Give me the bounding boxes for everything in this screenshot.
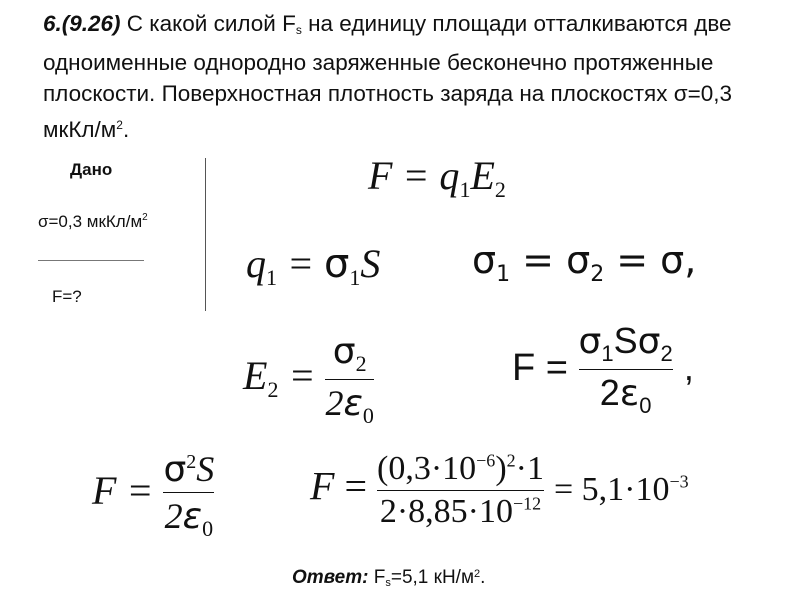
answer-prefix: F [368,567,386,588]
answer-label: Ответ: [292,567,369,588]
given-find: F=? [52,287,82,306]
given-sigma-exponent: 2 [142,212,148,223]
problem-number: 6.(9.26) [43,11,121,36]
answer-value: =5,1 кН/м [390,567,475,588]
problem-text-end: . [122,116,130,142]
problem-text-2: на единицу площади отталкиваются две одноименные однородно заряженные бесконечно протяженные плоскости. Поверхностная плотность заряда на плоскостях σ=0,3 мкКл/м [43,11,733,142]
force-subscript: s [295,23,302,37]
formula-f4: $E_2$ = $\frac{\sigma_2}{2\varepsilon_0}$ [243,331,374,428]
given-sigma [38,212,148,232]
answer [292,567,485,589]
formula-f2: $q_1 = \sigma_1S$ [246,241,381,290]
given-sigma-text: σ=0,3 мкКл/м [38,212,143,231]
given-title: Дано [70,160,113,179]
formula-f3: $\sigma_1 = \sigma_2 = \sigma$, [472,238,697,287]
answer-end: . [480,567,486,588]
formula-f5: F = $\frac{\sigma_1S\sigma_2}{2\varepsilon_0}$ , [512,320,694,418]
given-vertical-divider [205,158,206,311]
unit-exponent: 2 [116,117,123,132]
problem-statement [43,8,783,145]
problem-text-1: С какой силой F [120,11,296,36]
formula-f1: $F = q_1E_2$ [368,153,506,202]
formula-f6: F = $\frac{\sigma^2S}{2\varepsilon_0}$ [92,449,215,541]
answer-exponent: 2 [474,568,481,580]
given-divider [38,260,144,261]
formula-f7: F = $\frac{(0,3\cdot 10^{-6})^2\cdot 1}{2\cdot 8,85\cdot 10^{-12}}$ = $5,1\cdot 10^{-3}$ [310,450,689,530]
answer-subscript: s [385,577,391,589]
